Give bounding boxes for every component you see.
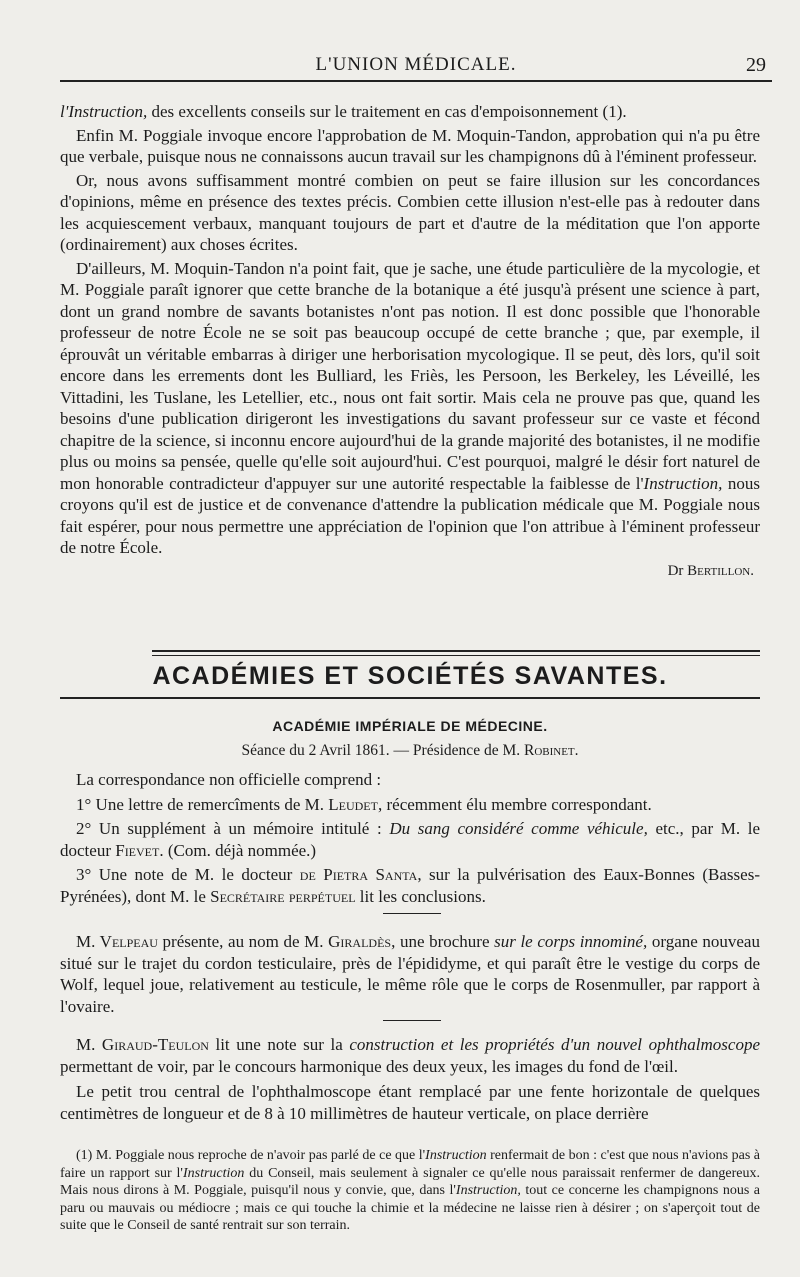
velpeau-note <box>60 931 760 1017</box>
section-underline <box>60 697 760 699</box>
paragraph: Le petit trou central de l'ophthalmoscope étant remplacé par une fente horizontale de quelques centimètres de longueur et de 8 à 10 millimètres de hauteur verticale, on place derrière <box>60 1082 760 1123</box>
giraud-teulon-note <box>60 1034 760 1124</box>
paragraph: M. Velpeau présente, au nom de M. Giraldès, une brochure sur le corps innominé, organe nouveau situé sur le trajet du cordon testiculaire, près de l'épididyme, et qui paraît être le vestige du corps de Wolf, lequel joue, relativement au testicule, le même rôle que le corps de Rosenmuller, par rapport à l'ovaire. <box>60 932 760 1016</box>
correspondence-item: 1° Une lettre de remercîments de M. Leudet, récemment élu membre correspondant. <box>76 794 652 814</box>
section-divider <box>152 650 760 656</box>
page-number: 29 <box>746 54 766 76</box>
session-line: Séance du 2 Avril 1861. — Présidence de M. Robinet. <box>241 742 579 759</box>
correspondence-block <box>60 769 760 907</box>
correspondence-intro: La correspondance non officielle comprend : <box>76 770 382 789</box>
academy-heading: ACADÉMIE IMPÉRIALE DE MÉDECINE. <box>272 718 548 734</box>
article-body <box>60 101 760 580</box>
paragraph: M. Giraud-Teulon lit une note sur la construction et les propriétés d'un nouvel ophthalmoscope permettant de voir, par le concours harmonique des deux yeux, les images du fond de l'œil. <box>60 1035 761 1076</box>
correspondence-item: 2° Un supplément à un mémoire intitulé : Du sang considéré comme véhicule, etc., par M. le docteur Fievet. (Com. déjà nommée.) <box>60 819 760 860</box>
journal-title: L'UNION MÉDICALE. <box>315 54 517 75</box>
footnote-text: (1) M. Poggiale nous reproche de n'avoir pas parlé de ce que l'Instruction renfermait de bon : c'est que nous n'avions pas à faire un rapport sur l'Instruction du Conseil, mais seulement à signaler ce qu'elle nous paraissait renfermer de dangereux. Mais nous dirons à M. Poggiale, puisqu'il nous y convie, que, dans l'Instruction, tout ce concerne les champignons nous a paru ou mauvais ou médiocre ; mais ce qui touche la chimie et la médecine ne laisse rien à désirer ; on s'aperçoit tout de suite que le Conseil de santé rentrait sur son terrain. <box>60 1148 761 1234</box>
section-title: ACADÉMIES ET SOCIÉTÉS SAVANTES. <box>152 662 668 690</box>
correspondence-item: 3° Une note de M. le docteur de Pietra Santa, sur la pulvérisation des Eaux-Bonnes (Basses-Pyrénées), dont M. le Secrétaire perpétuel lit les conclusions. <box>60 865 760 906</box>
separator-rule <box>383 913 441 914</box>
paragraph: Enfin M. Poggiale invoque encore l'approbation de M. Moquin-Tandon, approbation qui n'a pu être que verbale, puisque nous ne connaissons aucun travail sur les champignons dû à l'éminent professeur. <box>60 125 760 166</box>
running-header <box>60 50 772 82</box>
author-signature: Dr Bertillon. <box>667 562 754 579</box>
paragraph: l'Instruction, des excellents conseils sur le traitement en cas d'empoisonnement (1). <box>60 102 627 121</box>
paragraph: D'ailleurs, M. Moquin-Tandon n'a point fait, que je sache, une étude particulière de la mycologie, et M. Poggiale paraît ignorer que cette branche de la botanique a été jusqu'à présent une science à part, dont un grand nombre de savants botanistes n'ont pas notion. Il est donc possible que l'honorable professeur de notre École ne se soit pas beaucoup occupé de cette branche ; que, par exemple, il éprouvât un véritable embarras à diriger une herborisation mycologique. Il se peut, dès lors, qu'il soit encore dans les errements dont les Bulliard, les Friès, les Persoon, les Berkeley, les Léveillé, les Vittadini, les Tuslane, les Letellier, etc., nous ont fait sortir. Mais cela ne prouve pas que, quand les besoins d'une publication dirigeront les investigations du savant professeur sur ce vaste et fécond chapitre de la science, si inconnu encore aujourd'hui de la grande majorité des botanistes, il ne modifie plus ou moins sa pensée, quelle qu'elle soit aujourd'hui. C'est pourquoi, malgré le désir fort naturel de mon honorable contradicteur d'appuyer sur une autorité respectable la faiblesse de l'Instruction, nous croyons qu'il est de justice et de convenance d'attendre la publication médicale que M. Poggiale nous fait espérer, pour nous permettre une appréciation de l'opinion que l'on attribue à l'éminent professeur de notre École. <box>60 258 760 557</box>
paragraph: Or, nous avons suffisamment montré combien on peut se faire illusion sur les concordances d'opinions, même en présence des textes précis. Combien cette illusion n'est-elle pas à redouter dans les acquiescement verbaux, manquant toujours de part et d'autre de la méditation que l'on apporte (ordinairement) aux choses écrites. <box>60 170 760 254</box>
footnote <box>60 1147 760 1235</box>
separator-rule <box>383 1020 441 1021</box>
